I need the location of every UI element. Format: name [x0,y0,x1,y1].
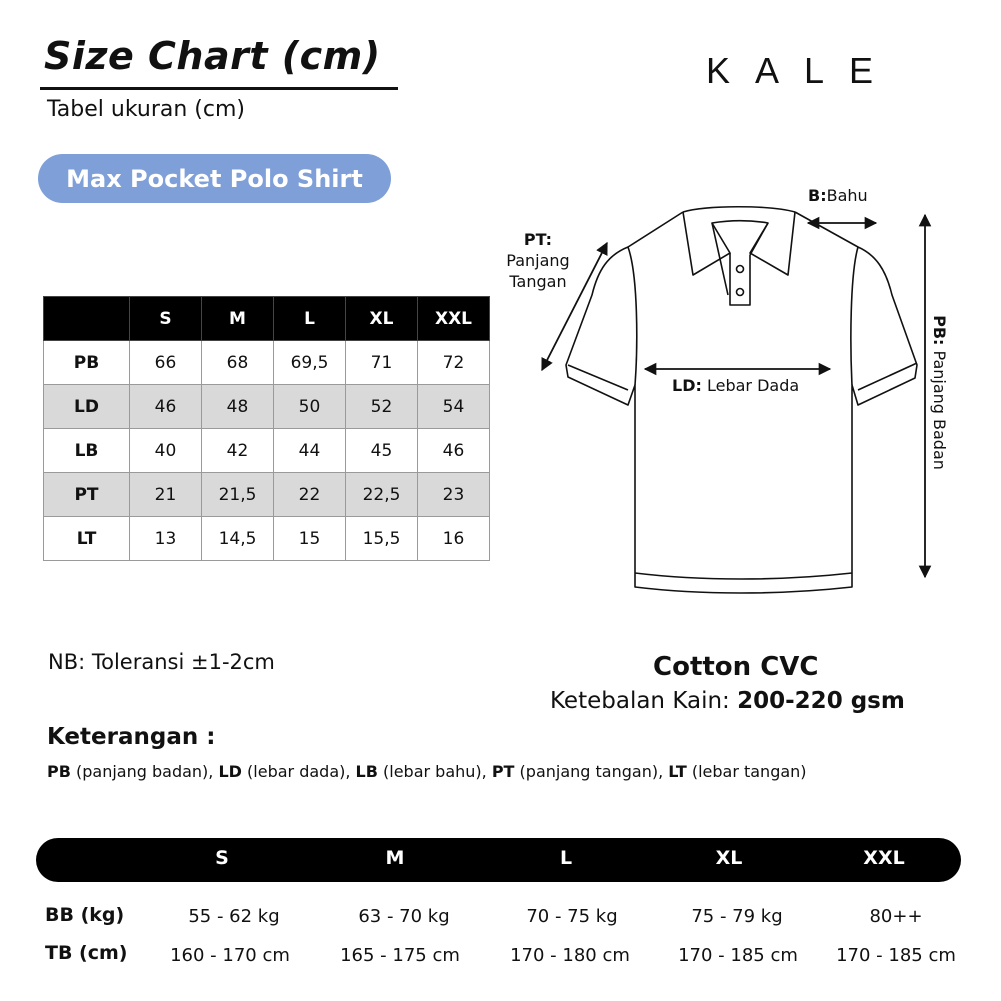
table-cell: 21,5 [202,473,274,517]
table-cell: 16 [418,517,490,561]
row-label: LD [44,385,130,429]
chest-abbr: LD: [672,376,702,395]
row-label: LT [44,517,130,561]
legend-desc: (panjang badan), [70,762,219,781]
weight-cell: 70 - 75 kg [526,906,618,927]
header-cell [44,297,130,341]
table-cell: 72 [418,341,490,385]
product-name-badge: Max Pocket Polo Shirt [38,154,391,203]
table-row [44,429,490,473]
header-cell: XL [346,297,418,341]
table-cell: 21 [130,473,202,517]
size-table [43,296,490,561]
fabric-type: Cotton CVC [653,652,819,682]
table-cell: 44 [274,429,346,473]
legend-desc: (lebar dada), [241,762,356,781]
body-abbr: PB: [929,315,949,346]
table-cell: 54 [418,385,490,429]
header-cell: M [202,297,274,341]
thickness-value: 200-220 gsm [737,688,905,714]
shoulder-text: Bahu [826,186,868,205]
table-row [44,341,490,385]
body-guide-header [36,838,961,882]
legend-abbr: LD [218,762,242,781]
height-cell: 170 - 185 cm [678,945,798,966]
weight-cell: 75 - 79 kg [691,906,783,927]
sleeve-text-line1: Panjang [506,251,570,270]
height-cell: 170 - 180 cm [510,945,630,966]
table-cell: 22,5 [346,473,418,517]
height-cell: 160 - 170 cm [170,945,290,966]
legend-abbr: PT [491,762,515,781]
legend-title: Keterangan : [47,724,216,750]
table-cell: 45 [346,429,418,473]
table-cell: 46 [130,385,202,429]
legend-abbr: LB [355,762,378,781]
brand-logo: KALE [706,50,899,91]
table-cell: 14,5 [202,517,274,561]
table-cell: 46 [418,429,490,473]
legend-abbr: LT [668,762,687,781]
legend-desc: (lebar bahu), [377,762,492,781]
shirt-outline [566,207,917,593]
row-label: PB [44,341,130,385]
page-title: Size Chart (cm) [44,34,381,78]
sleeve-text-line2: Tangan [509,272,567,291]
sleeve-label [498,229,578,292]
legend-text [47,762,807,781]
sleeve-abbr: PT: [523,230,553,249]
page-subtitle: Tabel ukuran (cm) [47,97,245,122]
row-label: LB [44,429,130,473]
table-cell: 42 [202,429,274,473]
tolerance-note: NB: Toleransi ±1-2cm [48,650,275,674]
table-cell: 66 [130,341,202,385]
table-cell: 52 [346,385,418,429]
weight-cell: 55 - 62 kg [188,906,280,927]
height-row-label: TB (cm) [45,942,128,964]
legend-desc: (lebar tangan) [686,762,807,781]
legend-abbr: PB [47,762,71,781]
table-row [44,517,490,561]
table-row [44,385,490,429]
table-cell: 48 [202,385,274,429]
size-header: L [559,847,573,869]
weight-cell: 63 - 70 kg [358,906,450,927]
chest-label [672,376,799,395]
table-cell: 15 [274,517,346,561]
size-header: M [385,847,405,869]
table-cell: 50 [274,385,346,429]
body-text: Panjang Badan [929,350,949,470]
size-header: S [215,847,229,869]
body-length-label [930,315,949,470]
header-cell: S [130,297,202,341]
size-header: XL [715,847,743,869]
table-cell: 71 [346,341,418,385]
chest-text: Lebar Dada [706,376,800,395]
fabric-thickness [550,688,905,714]
table-cell: 68 [202,341,274,385]
legend-desc: (panjang tangan), [514,762,669,781]
size-header: XXL [863,847,905,869]
weight-cell: 80++ [869,906,923,927]
table-cell: 69,5 [274,341,346,385]
size-table-header [44,297,490,341]
height-cell: 170 - 185 cm [836,945,956,966]
header-cell: L [274,297,346,341]
thickness-label: Ketebalan Kain: [550,688,730,714]
title-underline [40,87,398,90]
height-cell: 165 - 175 cm [340,945,460,966]
row-label: PT [44,473,130,517]
table-cell: 22 [274,473,346,517]
table-cell: 23 [418,473,490,517]
header-cell: XXL [418,297,490,341]
weight-row-label: BB (kg) [45,904,125,926]
table-cell: 40 [130,429,202,473]
table-cell: 13 [130,517,202,561]
table-row [44,473,490,517]
table-cell: 15,5 [346,517,418,561]
shoulder-label [808,186,868,205]
shoulder-abbr: B: [808,186,827,205]
